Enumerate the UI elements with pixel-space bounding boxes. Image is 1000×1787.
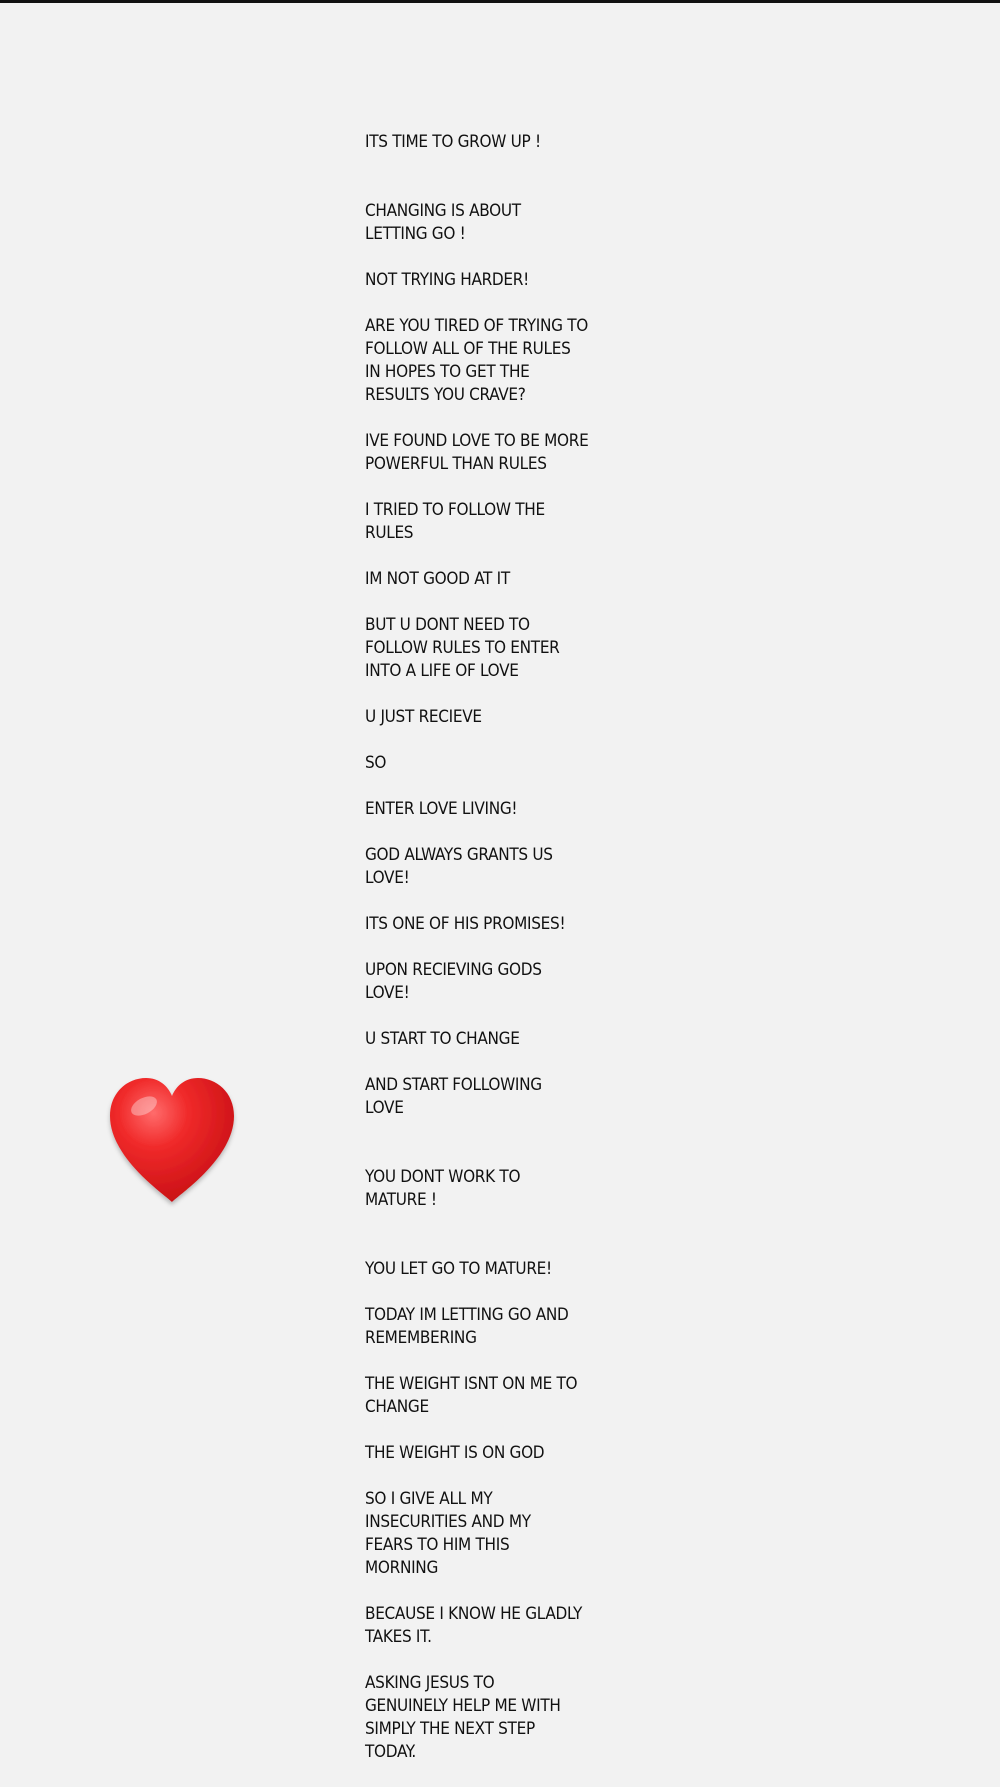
paragraph-20: THE WEIGHT ISNT ON ME TO CHANGE [365,1374,578,1417]
red-heart-icon [102,1070,242,1210]
paragraph-24: ASKING JESUS TO GENUINELY HELP ME WITH SIMPLY THE NEXT STEP TODAY. [365,1673,561,1762]
paragraph-3: NOT TRYING HARDER! [365,270,529,290]
paragraph-1: ITS TIME TO GROW UP ! [365,132,541,152]
paragraph-11: ENTER LOVE LIVING! [365,799,518,819]
paragraph-2: CHANGING IS ABOUT LETTING GO ! [365,201,521,244]
paragraph-18: YOU LET GO TO MATURE! [365,1259,552,1279]
paragraph-9: U JUST RECIEVE [365,707,482,727]
paragraph-12: GOD ALWAYS GRANTS US LOVE! [365,845,553,888]
paragraph-17: YOU DONT WORK TO MATURE ! [365,1167,521,1210]
paragraph-15: U START TO CHANGE [365,1029,520,1049]
paragraph-14: UPON RECIEVING GODS LOVE! [365,960,542,1003]
top-border [0,0,1000,3]
paragraph-21: THE WEIGHT IS ON GOD [365,1443,545,1463]
paragraph-23: BECAUSE I KNOW HE GLADLY TAKES IT. [365,1604,582,1647]
paragraph-10: SO [365,753,387,773]
paragraph-4: ARE YOU TIRED OF TRYING TO FOLLOW ALL OF THE RULES IN HOPES TO GET THE RESULTS YOU CRAVE? [365,316,589,405]
post-text [365,131,635,1787]
paragraph-19: TODAY IM LETTING GO AND REMEMBERING [365,1305,569,1348]
paragraph-7: IM NOT GOOD AT IT [365,569,510,589]
paragraph-22: SO I GIVE ALL MY INSECURITIES AND MY FEARS TO HIM THIS MORNING [365,1489,531,1578]
paragraph-13: ITS ONE OF HIS PROMISES! [365,914,566,934]
paragraph-6: I TRIED TO FOLLOW THE RULES [365,500,545,543]
paragraph-16: AND START FOLLOWING LOVE [365,1075,542,1118]
paragraph-5: IVE FOUND LOVE TO BE MORE POWERFUL THAN RULES [365,431,589,474]
paragraph-8: BUT U DONT NEED TO FOLLOW RULES TO ENTER INTO A LIFE OF LOVE [365,615,560,681]
